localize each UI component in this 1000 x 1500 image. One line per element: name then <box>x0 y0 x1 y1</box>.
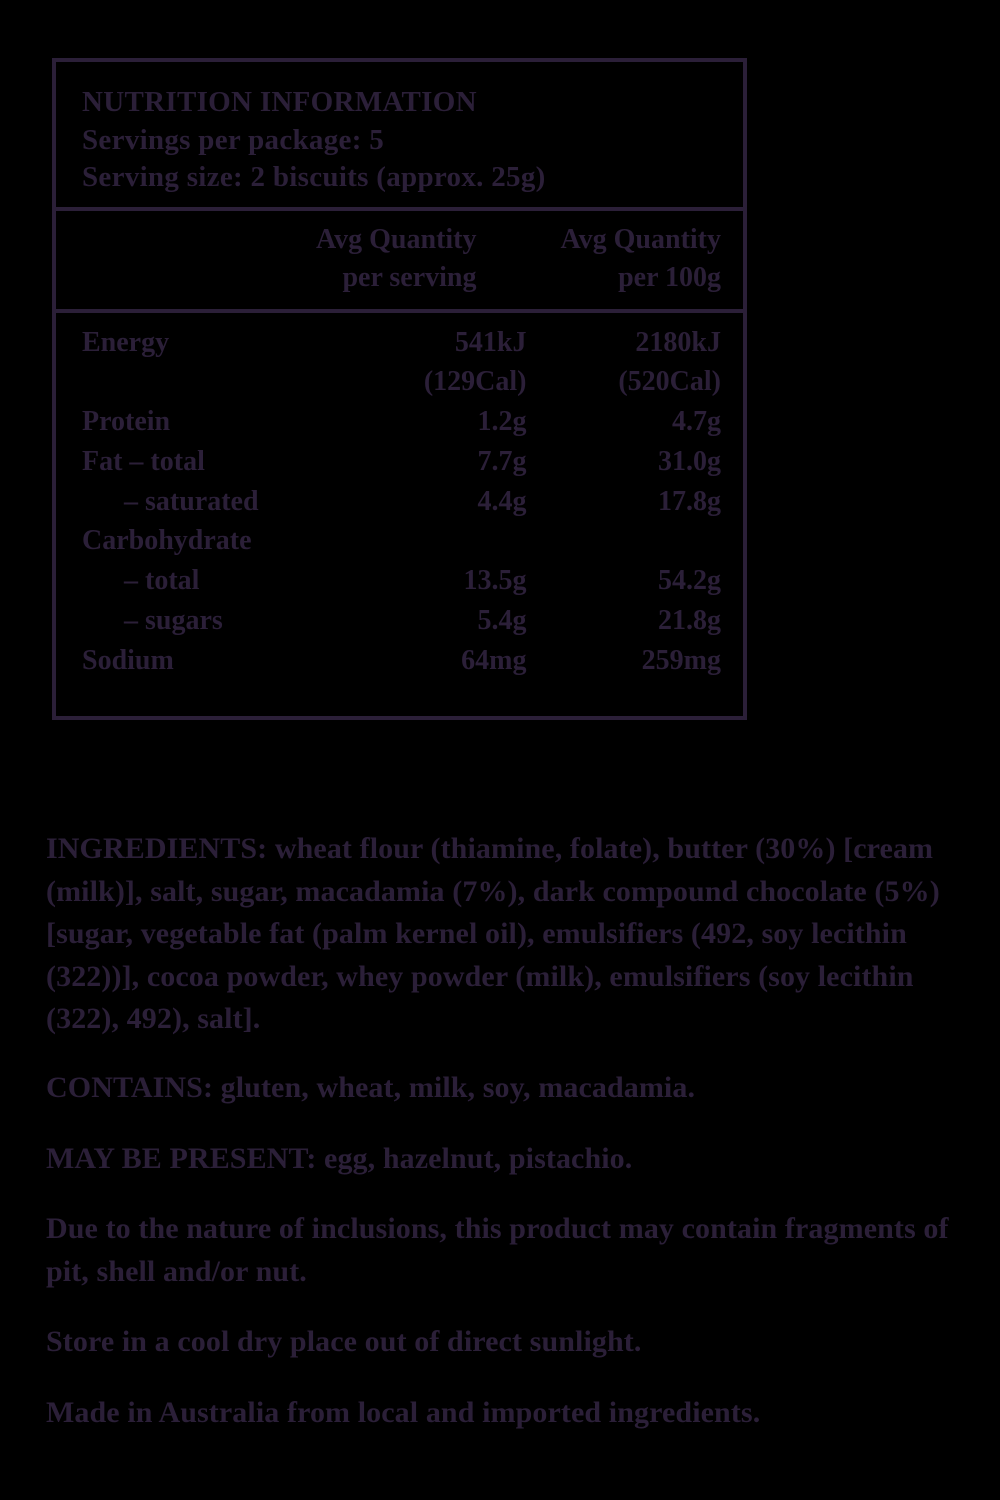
nutrient-value-per-serving: 64mg <box>461 644 527 676</box>
nutrient-value-per-serving: 1.2g <box>477 406 527 438</box>
nutrition-row <box>56 601 743 641</box>
nutrient-value-per-serving: 13.5g <box>463 565 527 597</box>
nutrient-value-per-serving: (129Cal) <box>423 366 527 398</box>
contains-statement: CONTAINS: gluten, wheat, milk, soy, macadamia. <box>46 1070 696 1104</box>
nutrition-title: NUTRITION INFORMATION <box>82 86 477 118</box>
nutrient-label: Energy <box>82 326 170 358</box>
nutrient-value-per-100g: 2180kJ <box>635 326 721 358</box>
nutrient-value-per-100g: 17.8g <box>658 485 721 517</box>
per-100g-column-header <box>501 221 744 297</box>
nutrient-value-per-serving: 4.4g <box>477 485 527 517</box>
nutrient-value-per-100g: 259mg <box>641 644 721 676</box>
nutrition-row <box>56 561 743 601</box>
nutrition-row <box>56 362 743 402</box>
nutrition-row <box>56 442 743 482</box>
per-serving-header-line1: Avg Quantity <box>316 224 477 256</box>
nutrient-value-per-100g: 54.2g <box>658 565 721 597</box>
nutrition-panel-header <box>56 62 743 207</box>
ingredients-and-statements <box>46 828 956 1463</box>
nutrient-label: Sodium <box>82 644 174 676</box>
nutrient-value-per-serving: 5.4g <box>477 604 527 636</box>
nutrient-value-per-100g: 31.0g <box>658 445 721 477</box>
nutrient-value-per-serving: 541kJ <box>454 326 527 358</box>
nutrient-label: Carbohydrate <box>82 525 252 557</box>
country-of-origin-statement: Made in Australia from local and imported ingredients. <box>46 1395 761 1429</box>
nutrient-value-per-100g: 4.7g <box>672 406 721 438</box>
nutrition-row <box>56 402 743 442</box>
ingredients-statement: INGREDIENTS: wheat flour (thiamine, folate), butter (30%) [cream (milk)], salt, sugar, macadamia (7%), dark compound chocolate (5%) [sugar, vegetable fat (palm kernel oil), emulsifiers (492, soy lecithin (322))], cocoa powder, whey powder (milk), emulsifiers (soy lecithin (322), 492), salt]. <box>46 832 940 1036</box>
inclusion-nature-note: Due to the nature of inclusions, this product may contain fragments of pit, shell and/or nut. <box>46 1212 949 1288</box>
nutrient-label: Protein <box>82 406 171 438</box>
per-serving-header-line2: per serving <box>342 261 477 293</box>
nutrient-value-per-100g: (520Cal) <box>618 366 721 398</box>
servings-per-package: Servings per package: 5 <box>82 123 384 156</box>
nutrition-row <box>56 641 743 681</box>
nutrient-value-per-serving: 7.7g <box>477 445 527 477</box>
nutrient-label: Fat – total <box>82 445 205 477</box>
per-serving-column-header <box>256 221 501 297</box>
nutrient-label: – total <box>124 565 200 597</box>
nutrition-rows <box>56 313 743 681</box>
nutrition-column-headers <box>56 211 743 309</box>
nutrition-row <box>56 521 743 561</box>
nutrition-row <box>56 482 743 522</box>
storage-statement: Store in a cool dry place out of direct sunlight. <box>46 1325 642 1359</box>
may-be-present-statement: MAY BE PRESENT: egg, hazelnut, pistachio. <box>46 1141 633 1175</box>
serving-size: Serving size: 2 biscuits (approx. 25g) <box>82 161 546 194</box>
nutrient-label: – sugars <box>124 604 223 636</box>
nutrient-value-per-100g: 21.8g <box>658 604 721 636</box>
nutrition-row <box>56 323 743 363</box>
per-100g-header-line2: per 100g <box>618 261 721 293</box>
per-100g-header-line1: Avg Quantity <box>560 224 721 256</box>
nutrition-information-panel <box>52 58 747 720</box>
nutrient-column-header-spacer <box>56 221 256 297</box>
nutrient-label: – saturated <box>124 485 259 517</box>
